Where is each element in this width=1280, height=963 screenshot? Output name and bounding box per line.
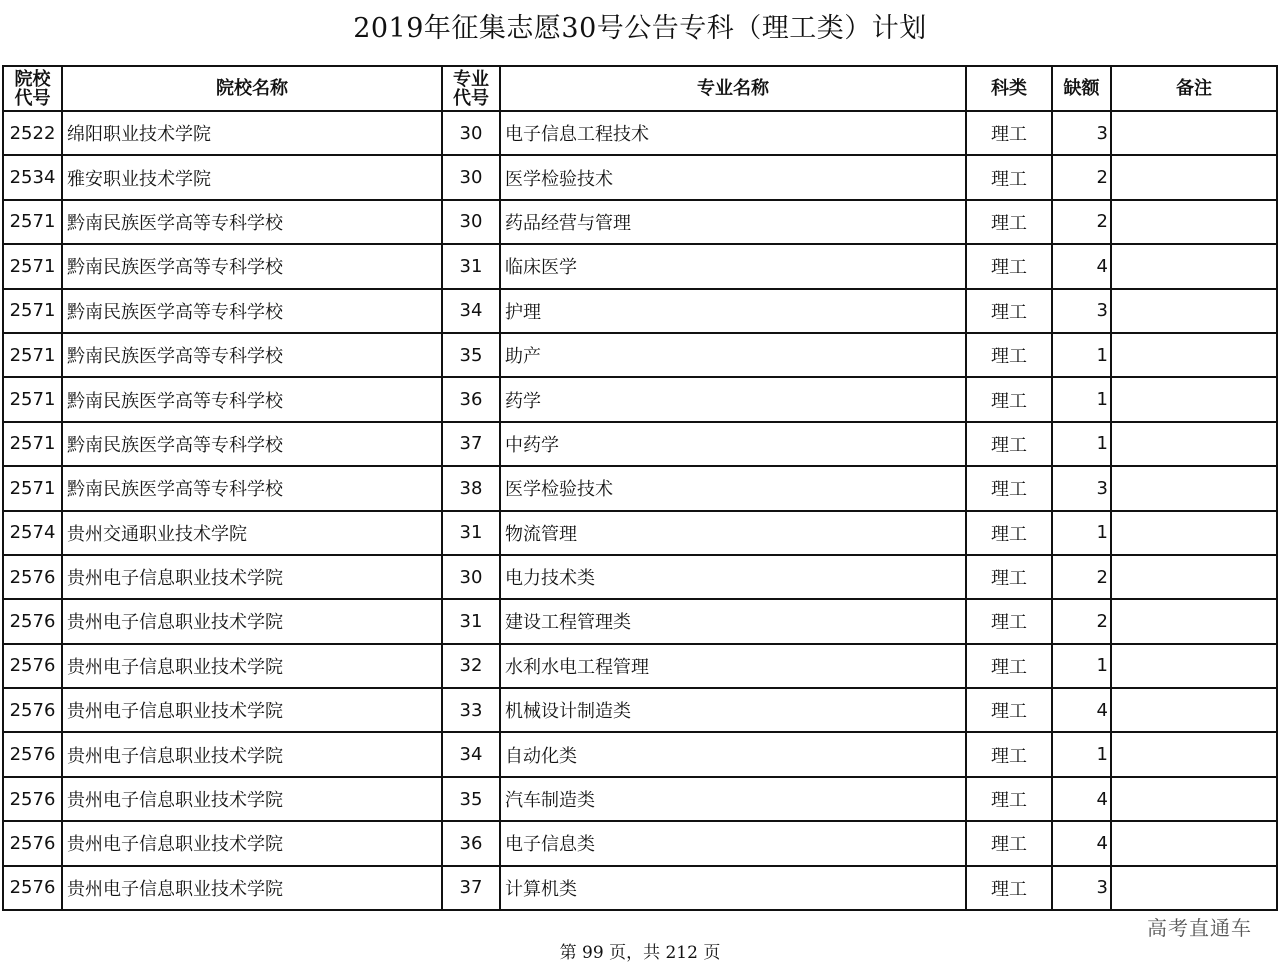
cell-major-code: 30 — [442, 155, 500, 199]
header-school-code: 院校 代号 — [3, 66, 62, 111]
cell-quota: 2 — [1052, 555, 1111, 599]
cell-major-code: 30 — [442, 200, 500, 244]
cell-major-code: 31 — [442, 511, 500, 555]
header-major-name: 专业名称 — [500, 66, 966, 111]
cell-school-name: 贵州电子信息职业技术学院 — [62, 866, 442, 910]
cell-major-code: 30 — [442, 111, 500, 155]
cell-category: 理工 — [966, 777, 1052, 821]
table-row — [3, 866, 1277, 910]
cell-quota: 2 — [1052, 599, 1111, 643]
cell-school-name: 贵州电子信息职业技术学院 — [62, 777, 442, 821]
cell-major-code: 35 — [442, 333, 500, 377]
cell-major-name: 助产 — [500, 333, 966, 377]
table-row — [3, 555, 1277, 599]
cell-category: 理工 — [966, 555, 1052, 599]
cell-school-name: 黔南民族医学高等专科学校 — [62, 289, 442, 333]
cell-major-name: 药学 — [500, 377, 966, 421]
cell-quota: 4 — [1052, 688, 1111, 732]
cell-quota: 3 — [1052, 466, 1111, 510]
table-row — [3, 821, 1277, 865]
cell-major-name: 药品经营与管理 — [500, 200, 966, 244]
table-row — [3, 155, 1277, 199]
cell-major-name: 汽车制造类 — [500, 777, 966, 821]
cell-note — [1111, 866, 1277, 910]
cell-major-name: 建设工程管理类 — [500, 599, 966, 643]
cell-note — [1111, 732, 1277, 776]
table-row — [3, 244, 1277, 288]
cell-major-name: 电子信息类 — [500, 821, 966, 865]
cell-note — [1111, 821, 1277, 865]
cell-school-name: 黔南民族医学高等专科学校 — [62, 422, 442, 466]
cell-school-name: 贵州电子信息职业技术学院 — [62, 644, 442, 688]
table-row — [3, 644, 1277, 688]
table-body — [3, 111, 1277, 910]
header-row — [3, 66, 1277, 111]
cell-category: 理工 — [966, 644, 1052, 688]
cell-major-code: 36 — [442, 821, 500, 865]
cell-category: 理工 — [966, 599, 1052, 643]
cell-category: 理工 — [966, 732, 1052, 776]
cell-school-name: 贵州电子信息职业技术学院 — [62, 821, 442, 865]
table-row — [3, 688, 1277, 732]
cell-category: 理工 — [966, 155, 1052, 199]
table-row — [3, 289, 1277, 333]
cell-quota: 4 — [1052, 821, 1111, 865]
cell-school-code: 2571 — [3, 377, 62, 421]
cell-note — [1111, 555, 1277, 599]
cell-note — [1111, 155, 1277, 199]
cell-quota: 2 — [1052, 155, 1111, 199]
cell-note — [1111, 644, 1277, 688]
cell-school-code: 2534 — [3, 155, 62, 199]
cell-category: 理工 — [966, 289, 1052, 333]
cell-school-code: 2522 — [3, 111, 62, 155]
cell-major-name: 电力技术类 — [500, 555, 966, 599]
cell-major-name: 医学检验技术 — [500, 155, 966, 199]
cell-note — [1111, 244, 1277, 288]
cell-major-code: 30 — [442, 555, 500, 599]
cell-school-code: 2576 — [3, 732, 62, 776]
cell-major-code: 37 — [442, 422, 500, 466]
cell-note — [1111, 111, 1277, 155]
table-row — [3, 111, 1277, 155]
cell-school-name: 雅安职业技术学院 — [62, 155, 442, 199]
watermark: 高考直通车 — [1147, 916, 1252, 940]
table-row — [3, 377, 1277, 421]
cell-school-code: 2571 — [3, 289, 62, 333]
cell-note — [1111, 688, 1277, 732]
cell-school-name: 贵州电子信息职业技术学院 — [62, 555, 442, 599]
cell-major-name: 水利水电工程管理 — [500, 644, 966, 688]
cell-major-code: 31 — [442, 599, 500, 643]
cell-note — [1111, 466, 1277, 510]
cell-category: 理工 — [966, 511, 1052, 555]
cell-quota: 1 — [1052, 377, 1111, 421]
cell-major-code: 34 — [442, 289, 500, 333]
table-row — [3, 777, 1277, 821]
header-major-code: 专业 代号 — [442, 66, 500, 111]
cell-category: 理工 — [966, 333, 1052, 377]
table-row — [3, 511, 1277, 555]
cell-school-code: 2571 — [3, 200, 62, 244]
cell-school-code: 2576 — [3, 555, 62, 599]
header-note: 备注 — [1111, 66, 1277, 111]
cell-quota: 3 — [1052, 111, 1111, 155]
header-category: 科类 — [966, 66, 1052, 111]
cell-school-name: 黔南民族医学高等专科学校 — [62, 333, 442, 377]
cell-quota: 2 — [1052, 200, 1111, 244]
cell-quota: 4 — [1052, 777, 1111, 821]
enrollment-plan-table — [2, 65, 1278, 911]
cell-school-code: 2576 — [3, 821, 62, 865]
cell-major-name: 护理 — [500, 289, 966, 333]
cell-note — [1111, 599, 1277, 643]
cell-quota: 3 — [1052, 866, 1111, 910]
cell-school-name: 绵阳职业技术学院 — [62, 111, 442, 155]
table-row — [3, 732, 1277, 776]
cell-school-name: 黔南民族医学高等专科学校 — [62, 466, 442, 510]
cell-school-name: 贵州电子信息职业技术学院 — [62, 732, 442, 776]
cell-note — [1111, 289, 1277, 333]
cell-category: 理工 — [966, 422, 1052, 466]
cell-major-name: 电子信息工程技术 — [500, 111, 966, 155]
cell-major-name: 计算机类 — [500, 866, 966, 910]
cell-quota: 1 — [1052, 333, 1111, 377]
cell-major-code: 32 — [442, 644, 500, 688]
table-row — [3, 599, 1277, 643]
cell-quota: 1 — [1052, 511, 1111, 555]
cell-major-name: 医学检验技术 — [500, 466, 966, 510]
cell-quota: 1 — [1052, 732, 1111, 776]
cell-major-code: 31 — [442, 244, 500, 288]
cell-school-code: 2576 — [3, 599, 62, 643]
table-row — [3, 333, 1277, 377]
cell-quota: 4 — [1052, 244, 1111, 288]
cell-note — [1111, 511, 1277, 555]
cell-note — [1111, 422, 1277, 466]
cell-major-name: 自动化类 — [500, 732, 966, 776]
cell-major-code: 35 — [442, 777, 500, 821]
cell-category: 理工 — [966, 866, 1052, 910]
cell-major-name: 临床医学 — [500, 244, 966, 288]
cell-school-code: 2576 — [3, 688, 62, 732]
cell-school-code: 2571 — [3, 244, 62, 288]
cell-major-name: 物流管理 — [500, 511, 966, 555]
table-row — [3, 200, 1277, 244]
cell-note — [1111, 777, 1277, 821]
cell-quota: 1 — [1052, 422, 1111, 466]
cell-major-name: 中药学 — [500, 422, 966, 466]
cell-major-code: 38 — [442, 466, 500, 510]
cell-school-code: 2576 — [3, 644, 62, 688]
cell-major-name: 机械设计制造类 — [500, 688, 966, 732]
cell-category: 理工 — [966, 821, 1052, 865]
cell-category: 理工 — [966, 466, 1052, 510]
cell-category: 理工 — [966, 111, 1052, 155]
cell-school-code: 2571 — [3, 422, 62, 466]
cell-school-name: 黔南民族医学高等专科学校 — [62, 244, 442, 288]
cell-school-code: 2574 — [3, 511, 62, 555]
header-school-name: 院校名称 — [62, 66, 442, 111]
cell-quota: 1 — [1052, 644, 1111, 688]
header-quota: 缺额 — [1052, 66, 1111, 111]
table-row — [3, 422, 1277, 466]
table-row — [3, 466, 1277, 510]
cell-school-name: 黔南民族医学高等专科学校 — [62, 200, 442, 244]
cell-category: 理工 — [966, 200, 1052, 244]
cell-major-code: 36 — [442, 377, 500, 421]
cell-category: 理工 — [966, 377, 1052, 421]
cell-note — [1111, 200, 1277, 244]
cell-category: 理工 — [966, 244, 1052, 288]
cell-school-name: 贵州电子信息职业技术学院 — [62, 599, 442, 643]
cell-school-name: 黔南民族医学高等专科学校 — [62, 377, 442, 421]
cell-quota: 3 — [1052, 289, 1111, 333]
cell-note — [1111, 333, 1277, 377]
cell-school-name: 贵州电子信息职业技术学院 — [62, 688, 442, 732]
cell-school-code: 2576 — [3, 777, 62, 821]
cell-major-code: 34 — [442, 732, 500, 776]
cell-major-code: 37 — [442, 866, 500, 910]
cell-school-name: 贵州交通职业技术学院 — [62, 511, 442, 555]
cell-school-code: 2571 — [3, 333, 62, 377]
cell-major-code: 33 — [442, 688, 500, 732]
cell-school-code: 2576 — [3, 866, 62, 910]
page-footer: 第 99 页，共 212 页 — [559, 943, 721, 963]
page-title: 2019年征集志愿30号公告专科（理工类）计划 — [353, 13, 927, 44]
cell-category: 理工 — [966, 688, 1052, 732]
cell-school-code: 2571 — [3, 466, 62, 510]
cell-note — [1111, 377, 1277, 421]
